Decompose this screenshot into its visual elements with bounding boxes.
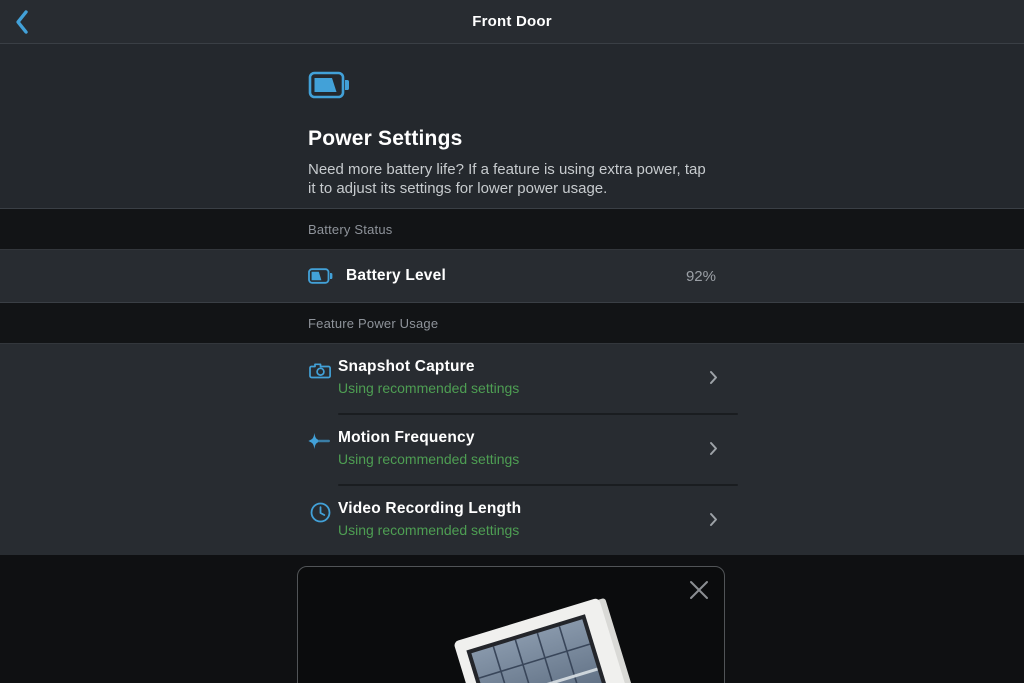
feature-power-usage-header-label: Feature Power Usage <box>308 315 439 331</box>
battery-status-header-label: Battery Status <box>308 221 393 237</box>
hero-title: Power Settings <box>308 127 463 150</box>
top-bar <box>0 0 1024 44</box>
video-recording-length-row[interactable] <box>0 486 1024 555</box>
battery-level-row <box>0 250 1024 302</box>
battery-icon <box>308 70 350 100</box>
chevron-right-icon <box>709 370 718 385</box>
clock-icon <box>310 502 331 523</box>
chevron-right-icon <box>709 512 718 527</box>
camera-icon <box>309 361 332 379</box>
battery-level-value: 92% <box>685 267 716 285</box>
close-button[interactable] <box>686 577 712 603</box>
solar-panel-promo-card <box>297 566 725 683</box>
feature-power-usage-section <box>0 344 1024 555</box>
snapshot-capture-label: Snapshot Capture <box>338 358 475 375</box>
battery-level-label: Battery Level <box>346 267 446 284</box>
video-recording-length-label: Video Recording Length <box>338 500 522 517</box>
motion-frequency-status: Using recommended settings <box>338 451 520 467</box>
hero-description: Need more battery life? If a feature is using extra power, tap it to adjust its settings for lower power usage. <box>308 161 706 197</box>
chevron-left-icon <box>14 9 30 35</box>
chevron-right-icon <box>709 441 718 456</box>
battery-status-header <box>0 208 1024 250</box>
snapshot-capture-row[interactable] <box>0 344 1024 413</box>
battery-status-section <box>0 250 1024 302</box>
bottom-area <box>0 555 1024 683</box>
hero-section <box>0 44 1024 208</box>
motion-icon <box>308 430 332 452</box>
battery-small-icon <box>308 268 333 284</box>
motion-frequency-row[interactable] <box>0 415 1024 484</box>
video-recording-length-status: Using recommended settings <box>338 522 520 538</box>
snapshot-capture-status: Using recommended settings <box>338 380 520 396</box>
close-icon <box>688 579 710 601</box>
solar-panel-image <box>430 591 670 683</box>
back-button[interactable] <box>6 7 38 37</box>
feature-power-usage-header <box>0 302 1024 344</box>
page-title: Front Door <box>472 13 552 30</box>
motion-frequency-label: Motion Frequency <box>338 429 475 446</box>
